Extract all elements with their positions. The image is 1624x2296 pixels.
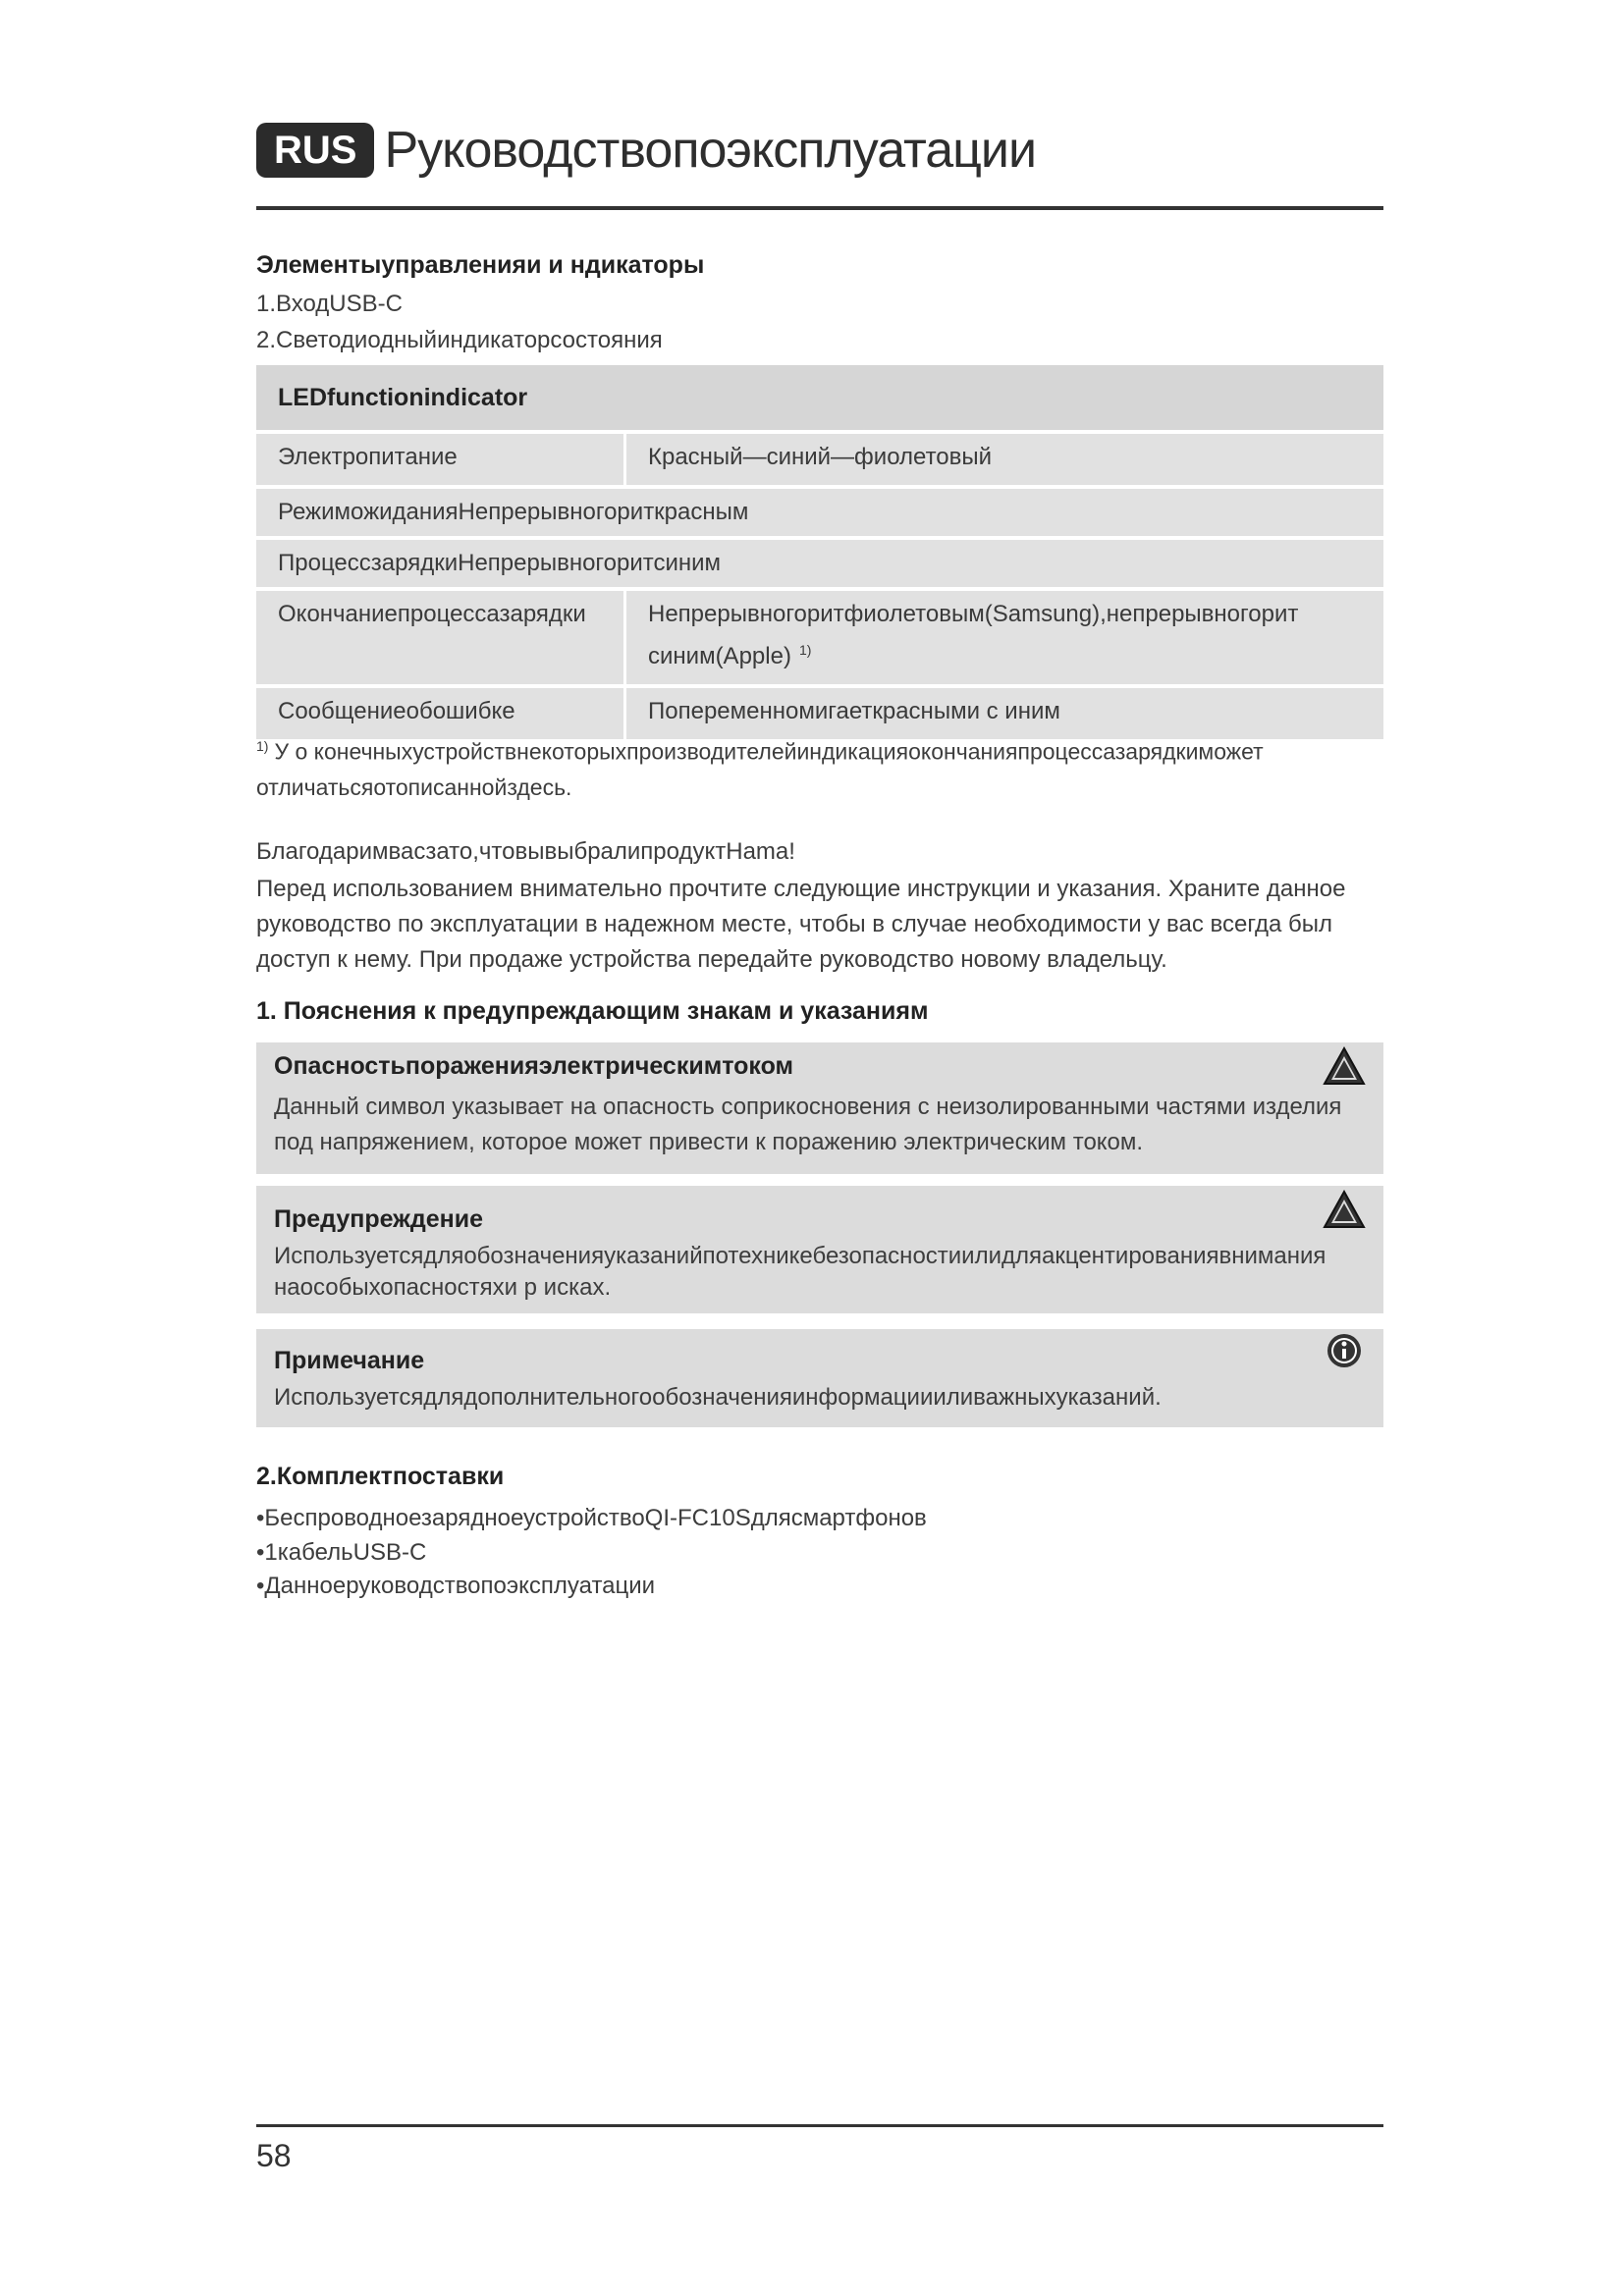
- notice-box-danger: [256, 1042, 1383, 1174]
- footnote-ref: 1): [798, 642, 812, 658]
- table-row: [256, 591, 1383, 684]
- language-badge: RUS: [256, 123, 374, 178]
- led-table: [256, 365, 1383, 739]
- table-cell-line: [648, 632, 1362, 674]
- warning-icon: [1323, 1190, 1366, 1229]
- table-row: [256, 540, 1383, 587]
- control-item: 2.Светодиодныйиндикаторсостояния: [256, 327, 663, 353]
- table-cell-label: Сообщениеобошибке: [278, 698, 515, 724]
- footnote-mark: 1): [256, 738, 269, 754]
- page-header: [256, 116, 1036, 185]
- table-cell-label: ПроцессзарядкиНепрерывногоритсиним: [278, 550, 722, 576]
- notice-text: Используетсядляобозначенияуказанийпотехникебезопасностиилидляакцентированиявнимания наособыхопасностяхи р исках.: [274, 1243, 1326, 1301]
- page-number: 58: [256, 2138, 292, 2173]
- intro-thanks: Благодаримвасзато,чтовывыбралипродуктHama!: [256, 838, 795, 865]
- table-cell-value: Попеременномигаеткрасными с иним: [623, 688, 1383, 739]
- footer-rule: [256, 2124, 1383, 2127]
- notice-box-note: [256, 1329, 1383, 1427]
- notice-title: Опасностьпораженияэлектрическимтоком: [274, 1052, 794, 1080]
- notice-title: Примечание: [274, 1347, 425, 1374]
- warning-icon: [1323, 1046, 1366, 1086]
- controls-heading: Элементыуправленияи и ндикаторы: [256, 251, 705, 279]
- table-cell-label: РежиможиданияНепрерывногориткрасным: [278, 499, 749, 525]
- led-table-title: LEDfunctionindicator: [256, 365, 1383, 430]
- list-item: •1кабельUSB-C: [256, 1539, 427, 1566]
- notice-box-warning: [256, 1186, 1383, 1313]
- document-title: Руководствопоэксплуатации: [384, 122, 1036, 179]
- table-cell-value: [623, 591, 1383, 684]
- table-cell-line-2: синим(Apple): [648, 643, 791, 669]
- list-item: •БеспроводноезарядноеустройствоQI-FC10Sдлясмартфонов: [256, 1505, 927, 1531]
- notice-text: Данный символ указывает на опасность соприкосновения с неизолированными частями изделия под напряжением, которое может привести к поражению электрическим током.: [274, 1094, 1342, 1155]
- control-item: 1.ВходUSB-C: [256, 291, 403, 317]
- table-cell-label: Окончаниепроцессазарядки: [278, 601, 586, 627]
- table-row: [256, 434, 1383, 485]
- footnote-line: отличатьсяотописаннойздесь.: [256, 774, 572, 800]
- header-rule: [256, 206, 1383, 210]
- notice-text: Используетсядлядополнительногообозначенияинформациииливажныхуказаний.: [274, 1384, 1162, 1411]
- notice-title: Предупреждение: [274, 1205, 484, 1233]
- info-icon: [1323, 1331, 1366, 1370]
- list-item: •Данноеруководствопоэксплуатации: [256, 1573, 656, 1599]
- table-cell-label: Электропитание: [278, 444, 458, 470]
- section2-heading: 2.Комплектпоставки: [256, 1463, 505, 1490]
- table-cell-line: Непрерывногоритфиолетовым(Samsung),непрерывногорит: [648, 601, 1299, 627]
- footnote: [256, 728, 1385, 805]
- intro-text: Перед использованием внимательно прочтите следующие инструкции и указания. Храните данное руководство по эксплуатации в надежном месте, чтобы в случае необходимости у вас всегда был доступ к нему. При продаже устройства передайте руководство новому владельцу.: [256, 876, 1346, 973]
- table-row: [256, 489, 1383, 536]
- section1-heading: 1. Пояснения к предупреждающим знакам и указаниям: [256, 997, 929, 1025]
- table-cell-value: Красный—синий—фиолетовый: [623, 434, 1383, 485]
- footnote-line: У о конечныхустройствнекоторыхпроизводителейиндикацияокончанияпроцессазарядкиможет: [274, 738, 1264, 765]
